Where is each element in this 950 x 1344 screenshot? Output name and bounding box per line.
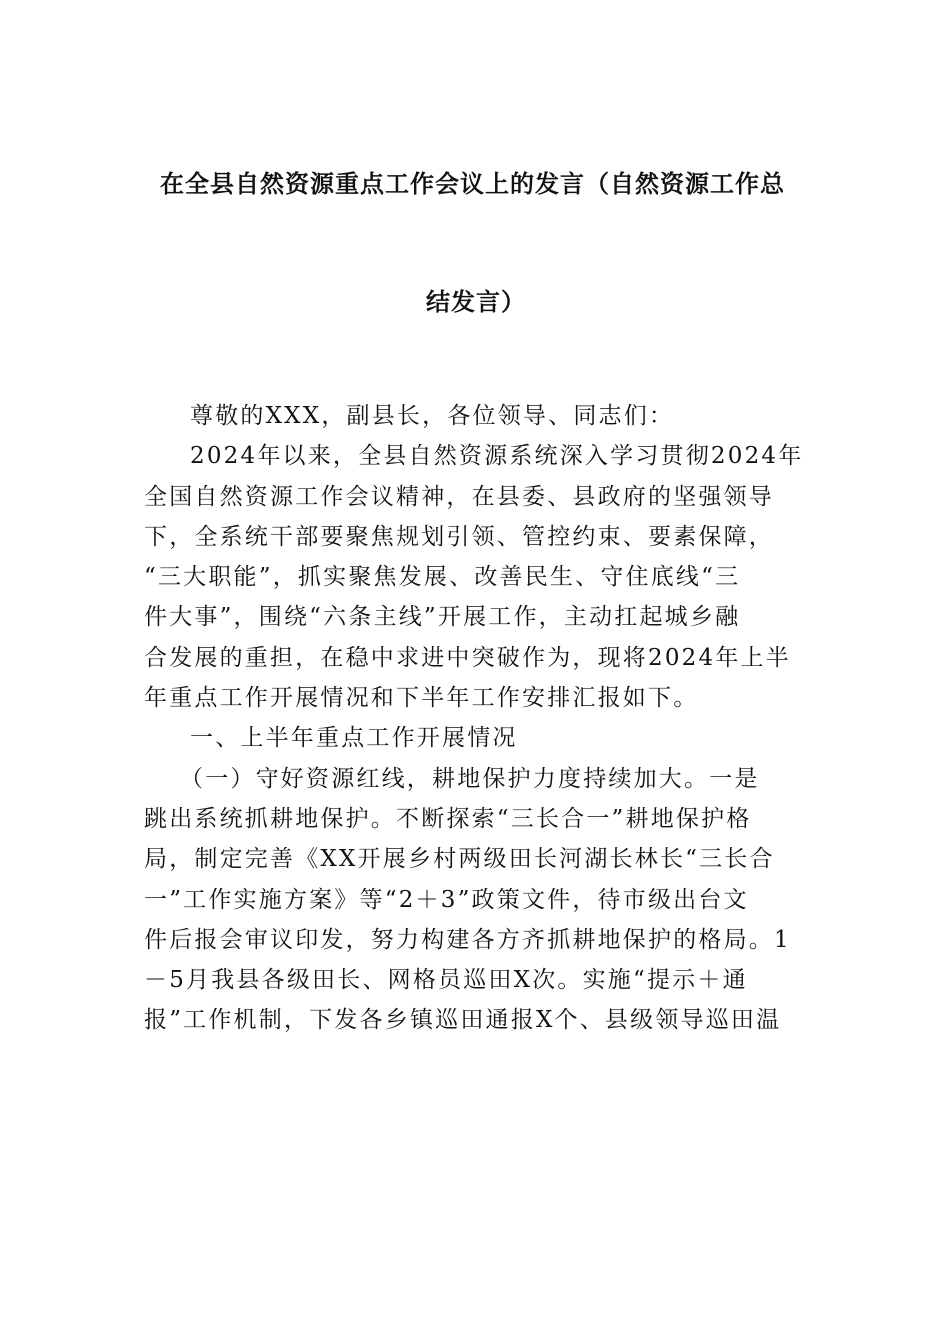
paragraph-1-line-7: 年重点工作开展情况和下半年工作安排汇报如下。 bbox=[144, 685, 699, 712]
document-title-line-2: 结发言） bbox=[426, 288, 526, 316]
salutation: 尊敬的XXX，副县长，各位领导、同志们： bbox=[190, 403, 675, 429]
document-title-line-1: 在全县自然资源重点工作会议上的发言（自然资源工作总 bbox=[160, 170, 785, 198]
paragraph-2-line-7: 报”工作机制，下发各乡镇巡田通报X个、县级领导巡田温 bbox=[144, 1007, 782, 1034]
document-body bbox=[144, 396, 809, 1041]
paragraph-1-line-3: 下，全系统干部要聚焦规划引领、管控约束、要素保障， bbox=[144, 523, 774, 550]
paragraph-2-line-4: 一”工作实施方案》等“2＋3”政策文件，待市级出台文 bbox=[144, 886, 749, 913]
paragraph-1-line-6: 合发展的重担，在稳中求进中突破作为，现将2024年上半 bbox=[144, 644, 791, 671]
paragraph-2-line-6: －5月我县各级田长、网格员巡田X次。实施“提示＋通 bbox=[144, 967, 748, 994]
section-heading-1: 一、上半年重点工作开展情况 bbox=[190, 725, 518, 752]
paragraph-1-line-5: 件大事”，围绕“六条主线”开展工作，主动扛起城乡融 bbox=[144, 604, 741, 631]
paragraph-1-line-2: 全国自然资源工作会议精神，在县委、县政府的坚强领导 bbox=[144, 483, 774, 510]
paragraph-1-line-4: “三大职能”，抓实聚焦发展、改善民生、守住底线“三 bbox=[144, 564, 741, 591]
paragraph-2-line-1: （一）守好资源红线，耕地保护力度持续加大。一是 bbox=[180, 765, 760, 792]
paragraph-2-line-5: 件后报会审议印发，努力构建各方齐抓耕地保护的格局。1 bbox=[144, 926, 791, 953]
paragraph-1-line-1: 2024年以来，全县自然资源系统深入学习贯彻2024年 bbox=[190, 443, 804, 470]
paragraph-2-line-3: 局，制定完善《XX开展乡村两级田长河湖长林长“三长合 bbox=[144, 846, 775, 873]
paragraph-2-line-2: 跳出系统抓耕地保护。不断探索“三长合一”耕地保护格 bbox=[144, 805, 752, 832]
